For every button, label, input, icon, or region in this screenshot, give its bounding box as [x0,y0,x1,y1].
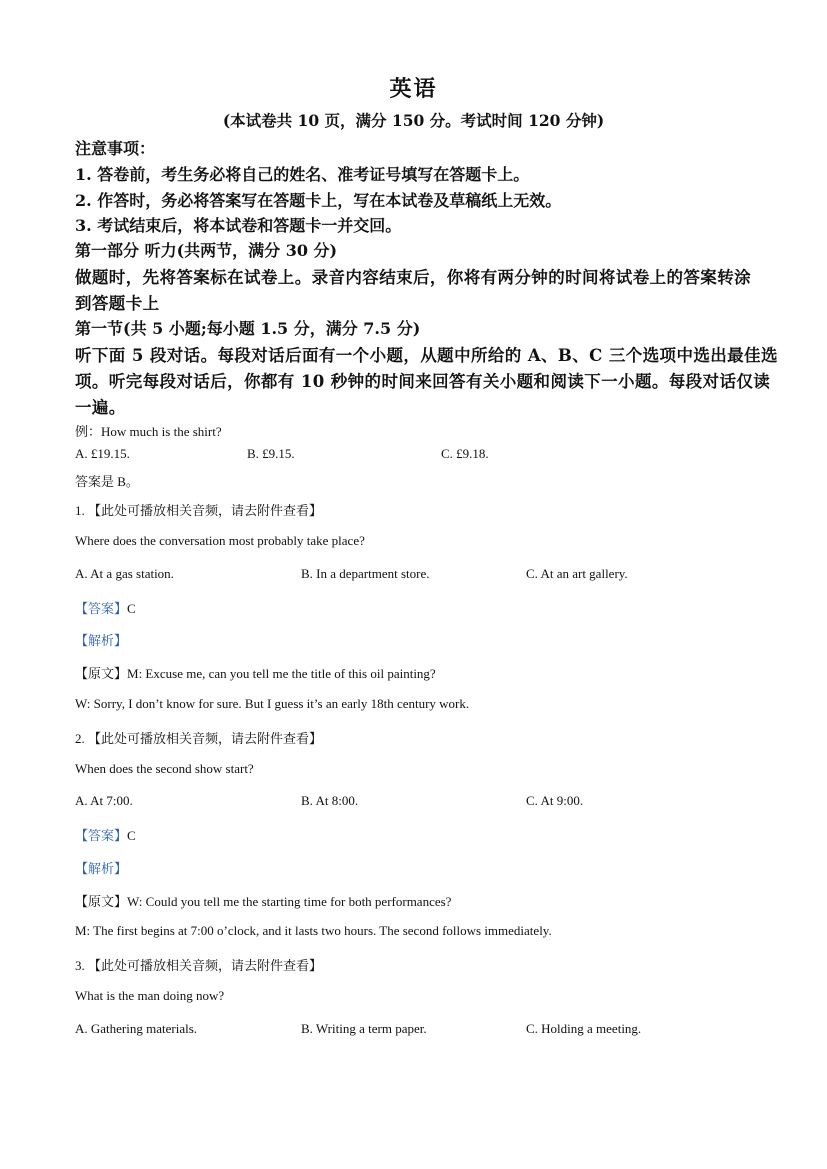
q1-script-tag: 【原文】 [75,666,128,681]
q3-question: What is the man doing now? [75,988,225,1003]
q2-script-tag: 【原文】 [75,894,128,909]
q2-audio-note: 2. 【此处可播放相关音频，请去附件查看】 [75,731,323,746]
q1-option-b: B. In a department store. [301,566,430,581]
q1-option-a: A. At a gas station. [75,566,174,581]
section1-line1: 听下面 5 段对话。每段对话后面有一个小题，从题中所给的 A、B、C 三个选项中选出最佳选 [75,346,778,365]
q1-answer-value: C [127,601,136,616]
page-title: 英语 [389,76,438,102]
q2-answer-line [75,825,136,844]
q2-option-b: B. At 8:00. [301,793,359,808]
section1-line3: 一遍。 [75,398,126,417]
q2-script-line1 [75,891,451,910]
example-option-b: B. £9.15. [247,446,295,461]
q1-script-line1 [75,663,436,682]
q2-script-text1: W: Could you tell me the starting time for both performances? [127,894,452,909]
q1-script-line2: W: Sorry, I don’t know for sure. But I guess it’s an early 18th century work. [75,696,470,711]
example-option-a: A. £19.15. [75,446,130,461]
example-option-c: C. £9.18. [441,446,489,461]
q1-audio-note: 1. 【此处可播放相关音频，请去附件查看】 [75,503,323,518]
note-item-2: 2. 作答时，务必将答案写在答题卡上，写在本试卷及草稿纸上无效。 [75,191,562,210]
q3-audio-note: 3. 【此处可播放相关音频，请去附件查看】 [75,958,323,973]
notes-heading: 注意事项： [75,139,156,158]
q3-option-c: C. Holding a meeting. [526,1021,642,1036]
q1-analysis-tag: 【解析】 [75,633,128,648]
q3-option-b: B. Writing a term paper. [301,1021,427,1036]
section1-heading: 第一节(共 5 小题;每小题 1.5 分，满分 7.5 分) [75,319,421,338]
page-subtitle: (本试卷共 10 页，满分 150 分。考试时间 120 分钟) [222,111,605,130]
q2-option-a: A. At 7:00. [75,793,133,808]
q2-question: When does the second show start? [75,761,254,776]
q1-answer-tag: 【答案】 [75,601,128,616]
q1-question: Where does the conversation most probably take place? [75,533,365,548]
q1-answer-line [75,598,136,617]
q1-script-text1: M: Excuse me, can you tell me the title of this oil painting? [127,666,436,681]
example-answer: 答案是 B。 [75,474,139,489]
q1-option-c: C. At an art gallery. [526,566,628,581]
q2-analysis-tag: 【解析】 [75,861,128,876]
q2-option-c: C. At 9:00. [526,793,584,808]
note-item-1: 1. 答卷前，考生务必将自己的姓名、准考证号填写在答题卡上。 [75,165,530,184]
q2-script-line2: M: The first begins at 7:00 o’clock, and it lasts two hours. The second follows immediately. [75,923,552,938]
example-question: 例：How much is the shirt? [75,424,222,439]
q2-answer-tag: 【答案】 [75,828,128,843]
part1-instruction-line2: 到答题卡上 [75,294,160,313]
note-item-3: 3. 考试结束后，将本试卷和答题卡一并交回。 [75,216,402,235]
part1-heading: 第一部分 听力(共两节，满分 30 分) [75,241,338,260]
part1-instruction-line1: 做题时，先将答案标在试卷上。录音内容结束后，你将有两分钟的时间将试卷上的答案转涂 [75,268,751,287]
q3-option-a: A. Gathering materials. [75,1021,198,1036]
section1-line2: 项。听完每段对话后，你都有 10 秒钟的时间来回答有关小题和阅读下一小题。每段对话仅读 [75,372,771,391]
q2-answer-value: C [127,828,136,843]
